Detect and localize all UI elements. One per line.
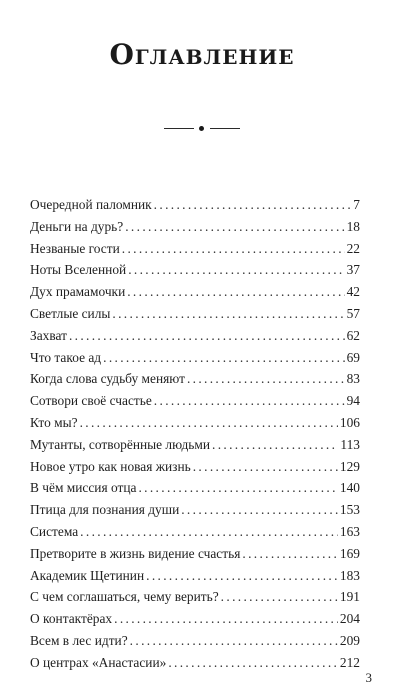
toc-dot-leader xyxy=(112,303,344,325)
toc-entry-title: Претворите в жизнь видение счастья xyxy=(30,545,241,561)
toc-entry-title: Птица для познания души xyxy=(30,502,180,518)
toc-entry[interactable] xyxy=(30,281,360,303)
toc-entry-title: Светлые силы xyxy=(30,305,111,321)
toc-entry-page: 212 xyxy=(339,654,360,670)
toc-dot-leader xyxy=(193,456,338,478)
divider-ornament xyxy=(164,124,240,134)
toc-entry[interactable] xyxy=(30,216,360,238)
toc-entry-title: Деньги на дурь? xyxy=(30,218,124,234)
toc-entry[interactable] xyxy=(30,630,360,652)
toc-entry-page: 209 xyxy=(339,632,360,648)
toc-dot-leader xyxy=(154,194,352,216)
toc-entry-title: Незваные гости xyxy=(30,240,120,256)
toc-entry-title: Очередной паломник xyxy=(30,197,152,212)
page-title: Оглавление xyxy=(109,38,295,71)
toc-entry[interactable] xyxy=(30,565,360,587)
toc-dot-leader xyxy=(69,325,345,347)
toc-entry-page: 204 xyxy=(339,611,360,627)
toc-dot-leader xyxy=(127,281,344,303)
toc-entry-page: 37 xyxy=(346,262,360,278)
toc-dot-leader xyxy=(212,434,338,456)
toc-entry-title: Новое утро как новая жизнь xyxy=(30,458,191,474)
toc-entry-page: 163 xyxy=(339,523,360,539)
toc-dot-leader xyxy=(103,347,344,369)
toc-entry[interactable] xyxy=(30,259,360,281)
toc-entry-page: 94 xyxy=(346,393,360,409)
toc-entry-title: Дух прамамочки xyxy=(30,284,126,300)
toc-dot-leader xyxy=(125,216,344,238)
toc-entry-page: 69 xyxy=(346,349,360,365)
divider-dot xyxy=(199,126,204,131)
toc-dot-leader xyxy=(154,390,345,412)
toc-entry[interactable] xyxy=(30,390,360,412)
toc-entry-page: 22 xyxy=(346,240,360,256)
toc-dot-leader xyxy=(242,543,338,565)
toc-dot-leader xyxy=(128,259,344,281)
toc-entry-page: 140 xyxy=(339,480,360,496)
toc-entry[interactable] xyxy=(30,368,360,390)
toc-entry-page: 42 xyxy=(346,284,360,300)
toc-entry-title: Академик Щетинин xyxy=(30,567,145,583)
toc-entry-page: 191 xyxy=(339,589,360,605)
toc-entry[interactable] xyxy=(30,434,360,456)
toc-entry[interactable] xyxy=(30,586,360,608)
toc-entry-page: 106 xyxy=(339,414,360,430)
toc-entry-page: 113 xyxy=(340,436,360,452)
toc-entry-page: 169 xyxy=(339,545,360,561)
toc-entry-page: 57 xyxy=(346,305,360,321)
toc-dot-leader xyxy=(80,521,338,543)
toc-entry[interactable] xyxy=(30,521,360,543)
toc-dot-leader xyxy=(114,608,338,630)
toc-entry-page: 83 xyxy=(346,371,360,387)
toc-entry[interactable] xyxy=(30,412,360,434)
toc-entry-page: 153 xyxy=(339,502,360,518)
toc-entry-title: Сотвори своё счастье xyxy=(30,393,152,409)
toc-entry-title: Что такое ад xyxy=(30,349,102,365)
toc-dot-leader xyxy=(80,412,338,434)
toc-dot-leader xyxy=(122,238,345,260)
page-number: 3 xyxy=(365,670,372,685)
toc-entry-title: Кто мы? xyxy=(30,414,78,430)
toc-entry[interactable] xyxy=(30,499,360,521)
toc-entry-title: В чём миссия отца xyxy=(30,480,137,496)
toc-entry[interactable] xyxy=(30,303,360,325)
toc-entry[interactable] xyxy=(30,238,360,260)
toc-dot-leader xyxy=(221,586,338,608)
toc-entry[interactable] xyxy=(30,194,360,216)
toc-entry-title: Захват xyxy=(30,327,67,343)
toc-entry[interactable] xyxy=(30,456,360,478)
toc-entry-page: 62 xyxy=(346,327,360,343)
toc-entry-page: 129 xyxy=(339,458,360,474)
divider-line-left xyxy=(164,128,194,129)
toc-entry-title: Мутанты, сотворённые людьми xyxy=(30,436,211,452)
toc-dot-leader xyxy=(146,565,338,587)
toc-entry-title: О контактёрах xyxy=(30,611,113,627)
toc-entry[interactable] xyxy=(30,608,360,630)
divider-line-right xyxy=(210,128,240,129)
toc-entry-title: Система xyxy=(30,523,79,539)
toc-entry[interactable] xyxy=(30,347,360,369)
table-of-contents xyxy=(30,194,360,674)
toc-dot-leader xyxy=(187,368,345,390)
toc-entry[interactable] xyxy=(30,543,360,565)
toc-entry-title: Всем в лес идти? xyxy=(30,632,128,648)
toc-entry-title: О центрах «Анастасии» xyxy=(30,654,167,670)
toc-entry-page: 183 xyxy=(339,567,360,583)
toc-entry-title: Ноты Вселенной xyxy=(30,262,127,278)
toc-entry[interactable] xyxy=(30,477,360,499)
toc-dot-leader xyxy=(138,477,337,499)
toc-entry[interactable] xyxy=(30,652,360,674)
toc-entry-page: 7 xyxy=(353,197,360,212)
toc-entry-page: 18 xyxy=(346,218,360,234)
toc-dot-leader xyxy=(130,630,338,652)
toc-entry-title: Когда слова судьбу меняют xyxy=(30,371,185,387)
toc-dot-leader xyxy=(168,652,338,674)
toc-entry-title: С чем соглашаться, чему верить? xyxy=(30,589,219,605)
toc-dot-leader xyxy=(181,499,338,521)
toc-entry[interactable] xyxy=(30,325,360,347)
